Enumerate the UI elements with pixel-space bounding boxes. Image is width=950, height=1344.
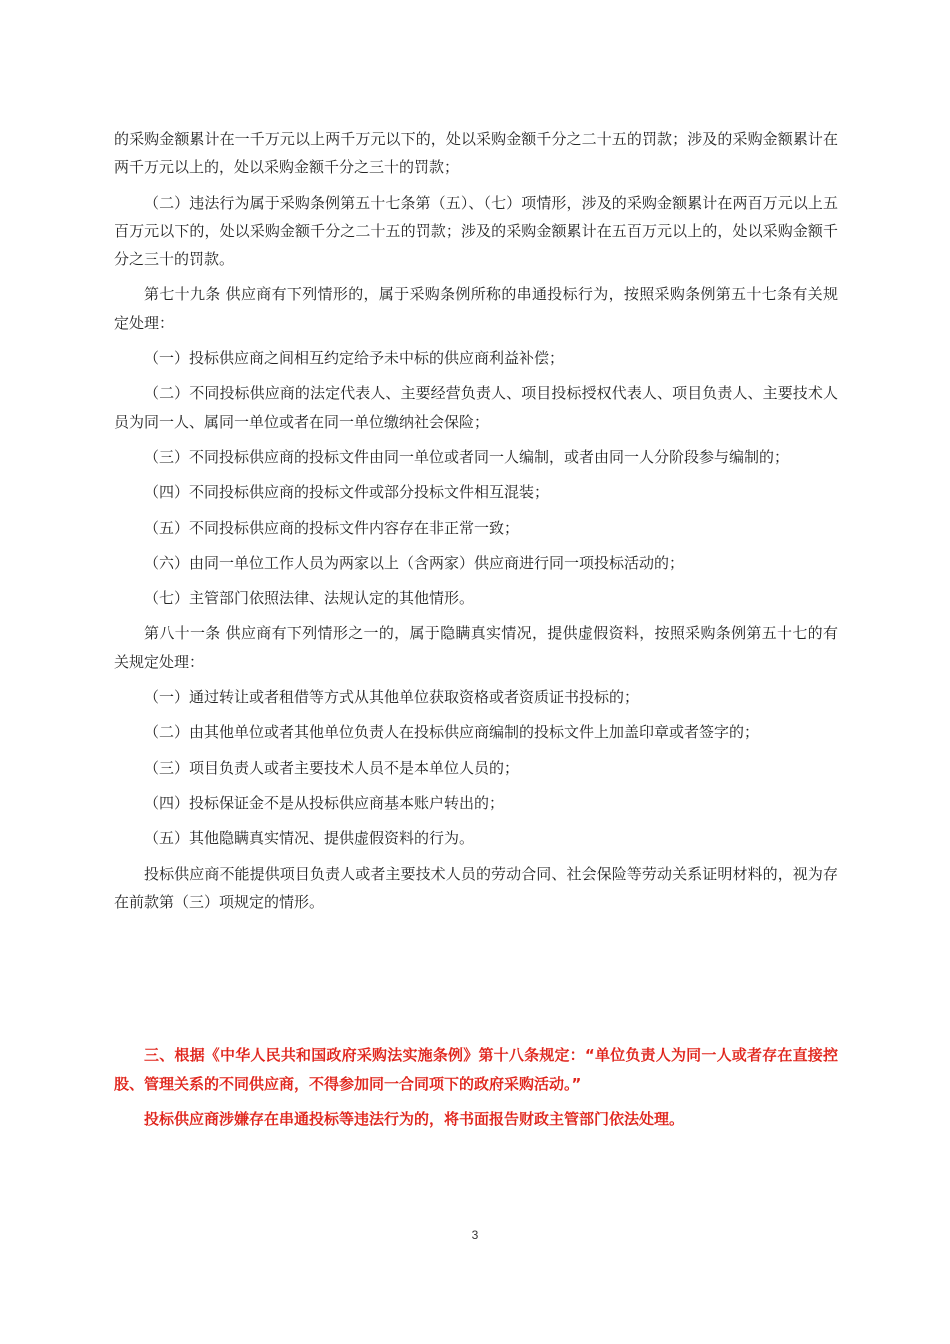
paragraph-continuation: 的采购金额累计在一千万元以上两千万元以下的，处以采购金额千分之二十五的罚款；涉及的采购金额累计在两千万元以上的，处以采购金额千分之三十的罚款； bbox=[114, 130, 838, 177]
article-79-item-7: （七）主管部门依照法律、法规认定的其他情形。 bbox=[144, 589, 475, 608]
article-79-item-4: （四）不同投标供应商的投标文件或部分投标文件相互混装； bbox=[144, 483, 550, 502]
article-79-heading: 第七十九条 供应商有下列情形的，属于采购条例所称的串通投标行为，按照采购条例第五十七条有关规定处理： bbox=[114, 285, 838, 332]
notice-report-statement: 投标供应商涉嫌存在串通投标等违法行为的，将书面报告财政主管部门依法处理。 bbox=[144, 1110, 685, 1128]
article-79-item-2: （二）不同投标供应商的法定代表人、主要经营负责人、项目投标授权代表人、项目负责人、主要技术人员为同一人、属同一单位或者在同一单位缴纳社会保险； bbox=[114, 384, 838, 431]
article-81-heading: 第八十一条 供应商有下列情形之一的，属于隐瞒真实情况，提供虚假资料，按照采购条例第五十七的有关规定处理： bbox=[114, 624, 838, 671]
article-81-item-4: （四）投标保证金不是从投标供应商基本账户转出的； bbox=[144, 793, 505, 812]
article-79-item-3: （三）不同投标供应商的投标文件由同一单位或者同一人编制，或者由同一人分阶段参与编制的； bbox=[144, 447, 790, 466]
article-81-item-1: （一）通过转让或者租借等方式从其他单位获取资格或者资质证书投标的； bbox=[144, 688, 640, 707]
article-79-item-1: （一）投标供应商之间相互约定给予未中标的供应商利益补偿； bbox=[144, 349, 565, 368]
notice-regulation-quote: 三、根据《中华人民共和国政府采购法实施条例》第十八条规定：“单位负责人为同一人或者存在直接控股、管理关系的不同供应商，不得参加同一合同项下的政府采购活动。” bbox=[114, 1046, 838, 1093]
article-79-item-6: （六）由同一单位工作人员为两家以上（含两家）供应商进行同一项投标活动的； bbox=[144, 553, 685, 572]
article-79-item-5: （五）不同投标供应商的投标文件内容存在非正常一致； bbox=[144, 518, 520, 537]
page-number: 3 bbox=[471, 1228, 479, 1242]
article-81-item-2: （二）由其他单位或者其他单位负责人在投标供应商编制的投标文件上加盖印章或者签字的； bbox=[144, 723, 760, 742]
paragraph-clause-2: （二）违法行为属于采购条例第五十七条第（五）、（七）项情形，涉及的采购金额累计在两百万元以上五百万元以下的，处以采购金额千分之二十五的罚款；涉及的采购金额累计在五百万元以上的，处以采购金额千分之三十的罚款。 bbox=[114, 193, 838, 269]
document-body bbox=[114, 125, 838, 916]
article-81-item-5: （五）其他隐瞒真实情况、提供虚假资料的行为。 bbox=[144, 829, 475, 848]
article-81-closing: 投标供应商不能提供项目负责人或者主要技术人员的劳动合同、社会保险等劳动关系证明材料的，视为存在前款第（三）项规定的情形。 bbox=[114, 864, 838, 911]
article-81-item-3: （三）项目负责人或者主要技术人员不是本单位人员的； bbox=[144, 758, 520, 777]
red-notice-block bbox=[114, 1041, 838, 1134]
